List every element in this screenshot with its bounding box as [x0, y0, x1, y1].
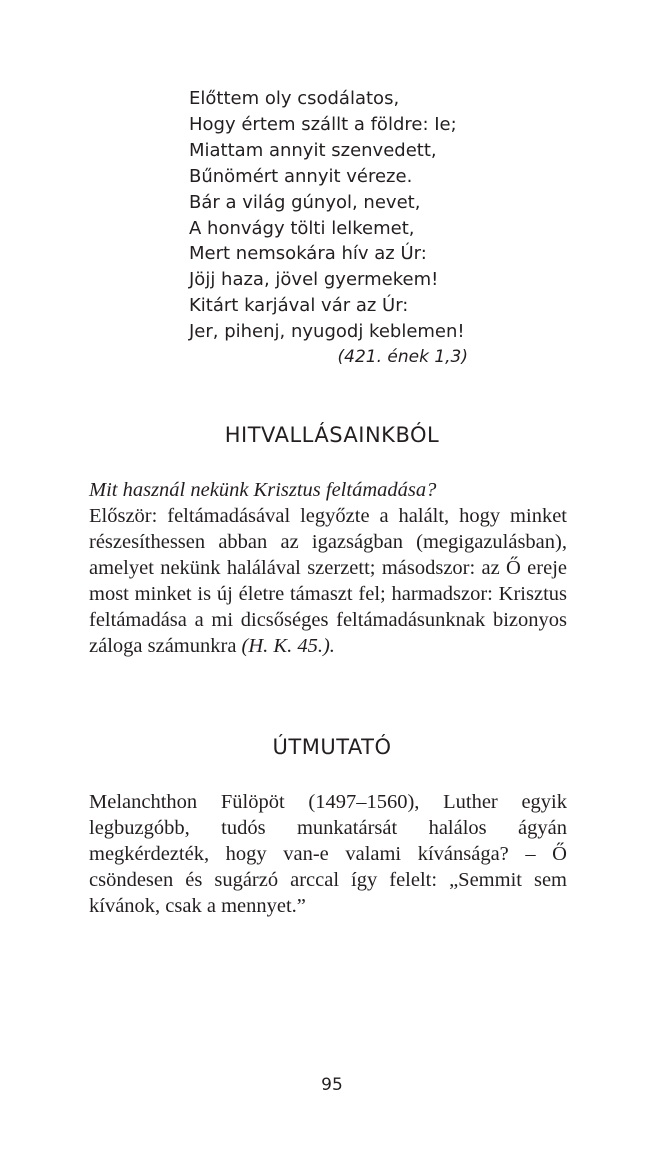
poem-line: Hogy értem szállt a földre: Ie;: [189, 113, 457, 135]
hymn-poem: [189, 86, 479, 371]
poem-line: Mert nemsokára hív az Úr:: [189, 243, 427, 265]
poem-line: Kitárt karjával vár az Úr:: [189, 295, 409, 317]
section-heading-confessions: HITVALLÁSAINKBÓL: [224, 423, 440, 447]
page-number: 95: [321, 1075, 343, 1095]
poem-line: Előttem oly csodálatos,: [189, 88, 400, 109]
catechism-question: Mit használ nekünk Krisztus feltámadása?: [89, 479, 437, 501]
catechism-citation: (H. K. 45.).: [241, 635, 335, 657]
poem-line: Jöjj haza, jövel gyermekem!: [189, 269, 439, 291]
poem-line: Miattam annyit szenvedett,: [189, 139, 437, 161]
hymn-reference: (421. ének 1,3): [337, 347, 468, 368]
guide-paragraph: Melanchthon Fülöpöt (1497–1560), Luther egyik legbuzgóbb, tudós munkatársát halálos ágyán megkérdezték, hogy van-e valami kívánsága? – Ő csöndesen és sugárzó arccal így felelt: „Semmit sem kívánok, csak a mennyet.”: [89, 791, 567, 917]
poem-line: A honvágy tölti lelkemet,: [189, 217, 415, 239]
poem-line: Bár a világ gúnyol, nevet,: [189, 191, 421, 213]
poem-line: Jer, pihenj, nyugodj keblemen!: [189, 321, 465, 343]
section-heading-guide: ÚTMUTATÓ: [272, 735, 392, 759]
poem-line: Bűnömért annyit véreze.: [189, 165, 413, 187]
catechism-answer: Először: feltámadásával legyőzte a halált, hogy minket részesíthessen abban az igazságban (megigazulásban), amelyet nekünk halálával szerzett; másodszor: az Ő ereje most minket is új életre támaszt fel; harmadszor: Krisztus feltámadása a mi dicsőséges feltámadásunknak bizonyos záloga számunkra: [89, 505, 567, 657]
confession-paragraph: [89, 477, 567, 659]
